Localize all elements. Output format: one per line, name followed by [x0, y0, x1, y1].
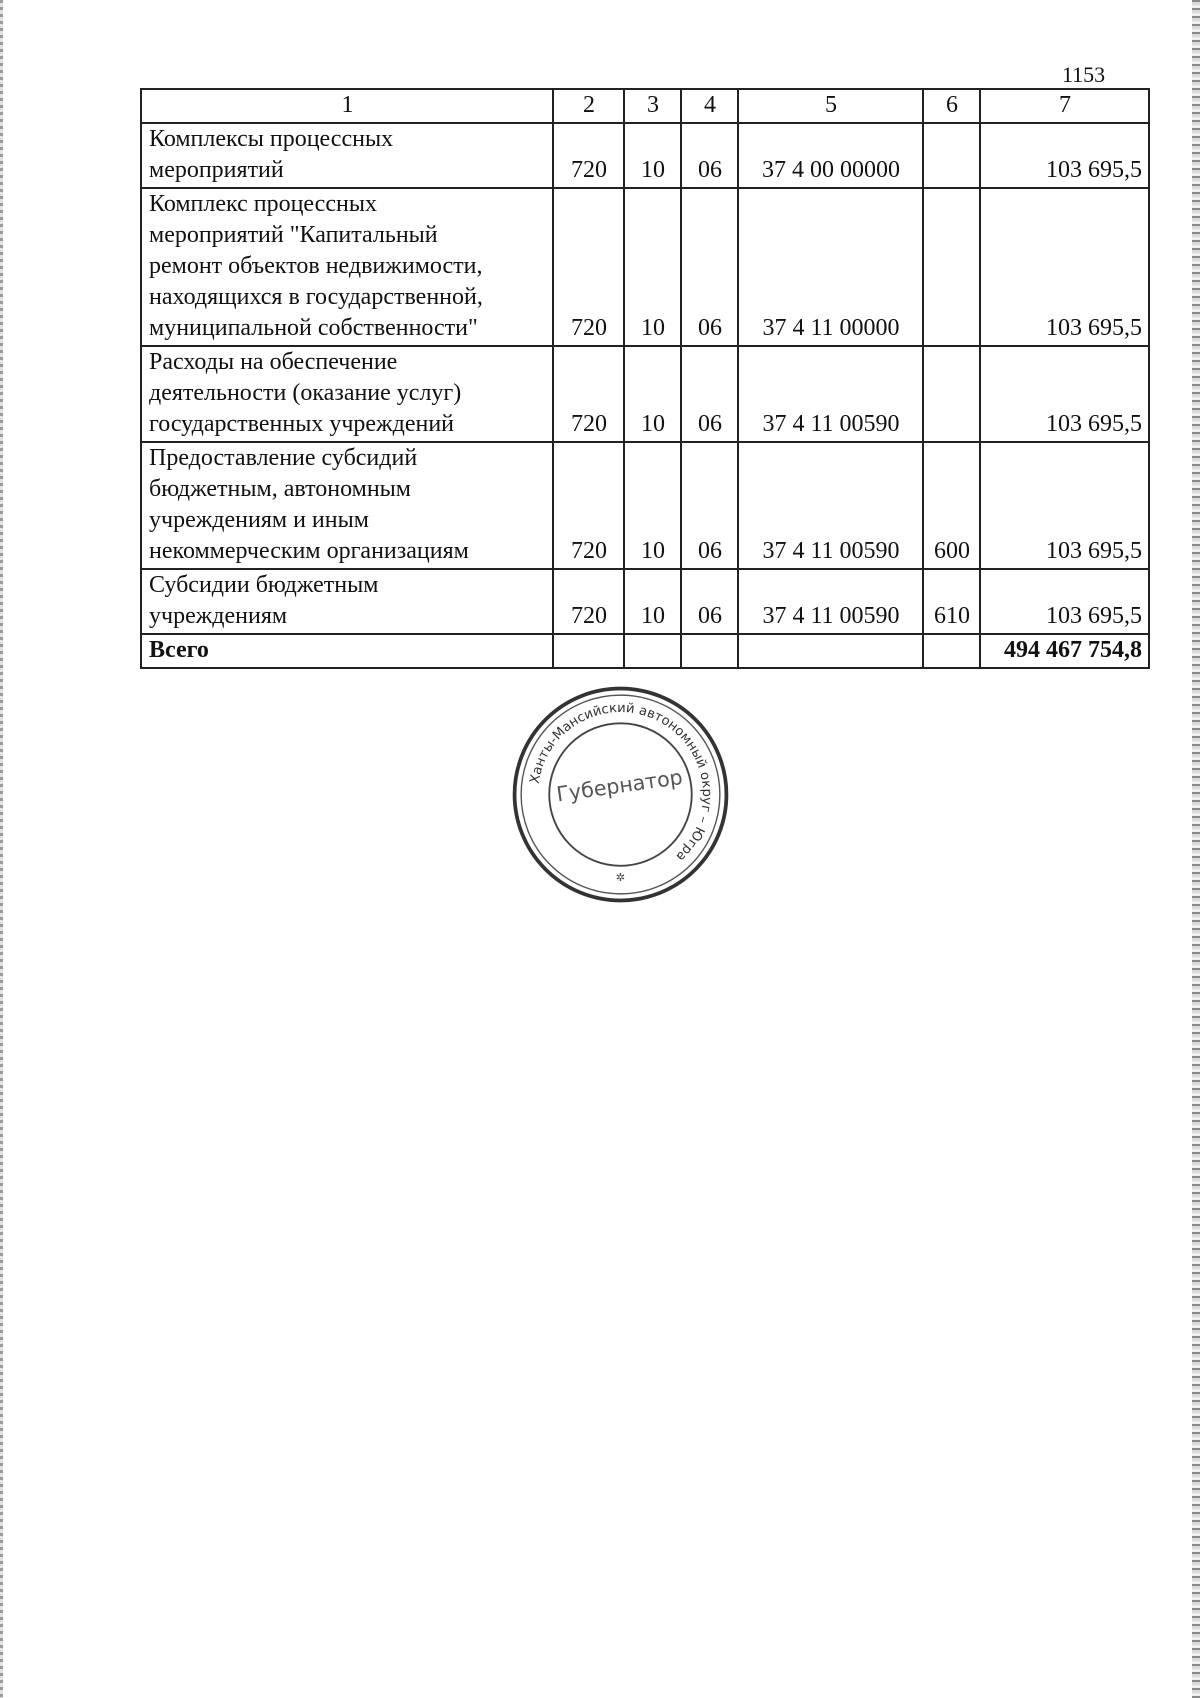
- cell-target-code: 37 4 11 00590: [738, 569, 923, 634]
- row-name-cell: [141, 123, 553, 188]
- table-row: [141, 442, 1149, 569]
- budget-table: [140, 88, 1150, 669]
- table-row: [141, 346, 1149, 442]
- empty-cell: [624, 634, 681, 668]
- row-name-line: муниципальной собственности": [149, 315, 478, 341]
- cell-target-code: 37 4 11 00000: [738, 188, 923, 346]
- cell-ministry-code: 720: [553, 442, 624, 569]
- cell-subsection: 06: [681, 569, 738, 634]
- empty-cell: [553, 634, 624, 668]
- total-amount: 494 467 754,8: [980, 634, 1149, 668]
- table-header-row: [141, 89, 1149, 123]
- total-label: Всего: [141, 634, 553, 668]
- cell-section: 10: [624, 123, 681, 188]
- column-header: 5: [738, 89, 923, 123]
- row-name-line: находящихся в государственной,: [149, 284, 483, 310]
- cell-ministry-code: 720: [553, 123, 624, 188]
- column-header: 4: [681, 89, 738, 123]
- cell-section: 10: [624, 346, 681, 442]
- table-row: [141, 188, 1149, 346]
- row-name-line: мероприятий: [149, 157, 284, 183]
- cell-target-code: 37 4 00 00000: [738, 123, 923, 188]
- column-header: 2: [553, 89, 624, 123]
- cell-amount: 103 695,5: [980, 123, 1149, 188]
- row-name-cell: [141, 188, 553, 346]
- cell-amount: 103 695,5: [980, 442, 1149, 569]
- star-icon: ✲: [615, 870, 626, 884]
- empty-cell: [681, 634, 738, 668]
- page-number: 1153: [1062, 62, 1106, 87]
- cell-section: 10: [624, 188, 681, 346]
- cell-target-code: 37 4 11 00590: [738, 442, 923, 569]
- row-name-line: учреждениям и иным: [149, 507, 369, 533]
- empty-cell: [923, 634, 980, 668]
- cell-subsection: 06: [681, 346, 738, 442]
- scan-edge-right: [1192, 0, 1200, 1698]
- cell-amount: 103 695,5: [980, 346, 1149, 442]
- row-name-cell: [141, 569, 553, 634]
- table-row: [141, 569, 1149, 634]
- row-name-line: некоммерческим организациям: [149, 538, 469, 564]
- cell-expense-type: [923, 188, 980, 346]
- row-name-cell: [141, 442, 553, 569]
- row-name-line: Расходы на обеспечение: [149, 349, 398, 375]
- scan-edge-left: [0, 0, 3, 1698]
- row-name-line: Комплексы процессных: [149, 126, 394, 152]
- cell-expense-type: 600: [923, 442, 980, 569]
- empty-cell: [738, 634, 923, 668]
- row-name-line: учреждениям: [149, 603, 288, 629]
- cell-expense-type: [923, 123, 980, 188]
- cell-amount: 103 695,5: [980, 188, 1149, 346]
- column-header: 3: [624, 89, 681, 123]
- row-name-cell: [141, 346, 553, 442]
- row-name-line: Предоставление субсидий: [149, 445, 418, 471]
- row-name-line: мероприятий "Капитальный: [149, 222, 438, 248]
- row-name-line: Комплекс процессных: [149, 191, 377, 217]
- row-name-line: деятельности (оказание услуг): [149, 380, 462, 406]
- cell-ministry-code: 720: [553, 188, 624, 346]
- seal-ring-text: Ханты-Мансийский автономный округ – Югра: [527, 700, 715, 864]
- cell-ministry-code: 720: [553, 569, 624, 634]
- cell-expense-type: [923, 346, 980, 442]
- row-name-line: Субсидии бюджетным: [149, 572, 379, 598]
- total-row: [141, 634, 1149, 668]
- cell-expense-type: 610: [923, 569, 980, 634]
- cell-subsection: 06: [681, 123, 738, 188]
- cell-ministry-code: 720: [553, 346, 624, 442]
- column-header: 1: [141, 89, 553, 123]
- seal-center-text: Губернатор: [554, 764, 685, 807]
- column-header: 6: [923, 89, 980, 123]
- column-header: 7: [980, 89, 1149, 123]
- row-name-line: государственных учреждений: [149, 411, 455, 437]
- cell-subsection: 06: [681, 442, 738, 569]
- cell-target-code: 37 4 11 00590: [738, 346, 923, 442]
- cell-amount: 103 695,5: [980, 569, 1149, 634]
- cell-section: 10: [624, 442, 681, 569]
- row-name-line: ремонт объектов недвижимости,: [149, 253, 483, 279]
- table-row: [141, 123, 1149, 188]
- cell-section: 10: [624, 569, 681, 634]
- cell-subsection: 06: [681, 188, 738, 346]
- row-name-line: бюджетным, автономным: [149, 476, 411, 502]
- official-seal: [508, 682, 733, 907]
